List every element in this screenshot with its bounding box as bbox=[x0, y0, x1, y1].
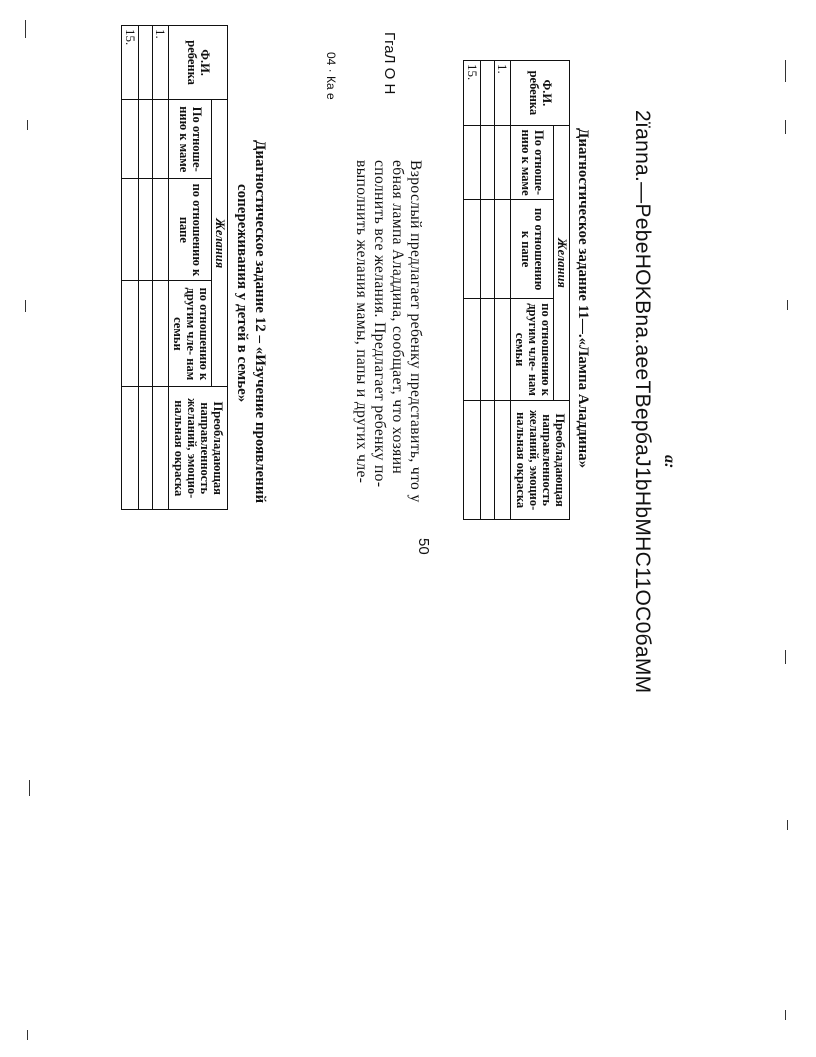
task12-table bbox=[121, 25, 228, 510]
table-row bbox=[138, 26, 152, 510]
margin-mark bbox=[785, 1010, 786, 1020]
margin-mark bbox=[785, 120, 786, 134]
margin-mark bbox=[27, 120, 28, 130]
margin-mark bbox=[27, 1030, 28, 1040]
table-row bbox=[494, 61, 511, 520]
margin-mark bbox=[787, 820, 788, 830]
table-row bbox=[480, 61, 494, 520]
row-number bbox=[480, 61, 494, 126]
row-number bbox=[138, 26, 152, 100]
col-mother: По отноше- нию к маме bbox=[511, 125, 553, 200]
task12-heading-line1: Диагностическое задание 12 – «Изучение проявлений bbox=[252, 140, 268, 504]
table-row bbox=[152, 26, 169, 510]
col-prevailing: Преобладающая направленность желаний, эмоцио- нальная окраска bbox=[511, 401, 570, 520]
col-fio: Ф.И. ребенка bbox=[169, 26, 228, 100]
ocr-overlay-2: 04 · Ка е bbox=[324, 52, 338, 100]
text-line: Взрослый предлагает ребенку представить, что у bbox=[407, 160, 424, 503]
text-line: выполнить желания мамы, папы и других чле- bbox=[353, 160, 370, 484]
scan-title: 2ïanna.—PebeHOKBna.aeeTBepбaJ1bHbMHC11OC0бaMM bbox=[631, 110, 654, 694]
margin-mark bbox=[785, 650, 786, 664]
col-desires: Желания bbox=[553, 125, 569, 401]
task12-heading-line2: сопереживания у детей в семье» bbox=[234, 184, 250, 403]
margin-mark bbox=[787, 300, 788, 310]
col-father: по отношению к папе bbox=[169, 179, 211, 281]
col-fio: Ф.И. ребенка bbox=[511, 61, 570, 126]
col-mother: По отноше- нию к маме bbox=[169, 100, 211, 179]
col-others: по отношению к другим чле- нам семьи bbox=[169, 281, 211, 387]
margin-mark bbox=[29, 780, 30, 796]
table-row bbox=[122, 26, 139, 510]
row-number: 1. bbox=[494, 61, 511, 126]
col-father: по отношению к папе bbox=[511, 200, 553, 299]
text-line: сполнить все желания. Предлагает ребенку по- bbox=[371, 160, 388, 488]
margin-mark bbox=[785, 60, 786, 82]
row-number: 1. bbox=[152, 26, 169, 100]
col-others: по отношению к другим чле- нам семьи bbox=[511, 298, 553, 400]
task11-table bbox=[463, 60, 570, 520]
row-number: 15. bbox=[122, 26, 139, 100]
page-number: 50 bbox=[415, 538, 432, 555]
scan-note: a: bbox=[661, 455, 678, 469]
ocr-overlay: ГгаЛ О Н bbox=[381, 32, 398, 95]
margin-mark bbox=[25, 300, 26, 312]
col-prevailing: Преобладающая направленность желаний, эмоцио- нальная окраска bbox=[169, 387, 228, 510]
margin-mark bbox=[25, 20, 26, 38]
text-line: ебная лампа Аладдина, сообщает, что хозяин bbox=[389, 160, 406, 475]
col-desires: Желания bbox=[211, 100, 227, 387]
row-number: 15. bbox=[464, 61, 481, 126]
table-row bbox=[464, 61, 481, 520]
task11-heading: Диагностическое задание 11—.«Лампа Аладдина» bbox=[575, 128, 591, 469]
